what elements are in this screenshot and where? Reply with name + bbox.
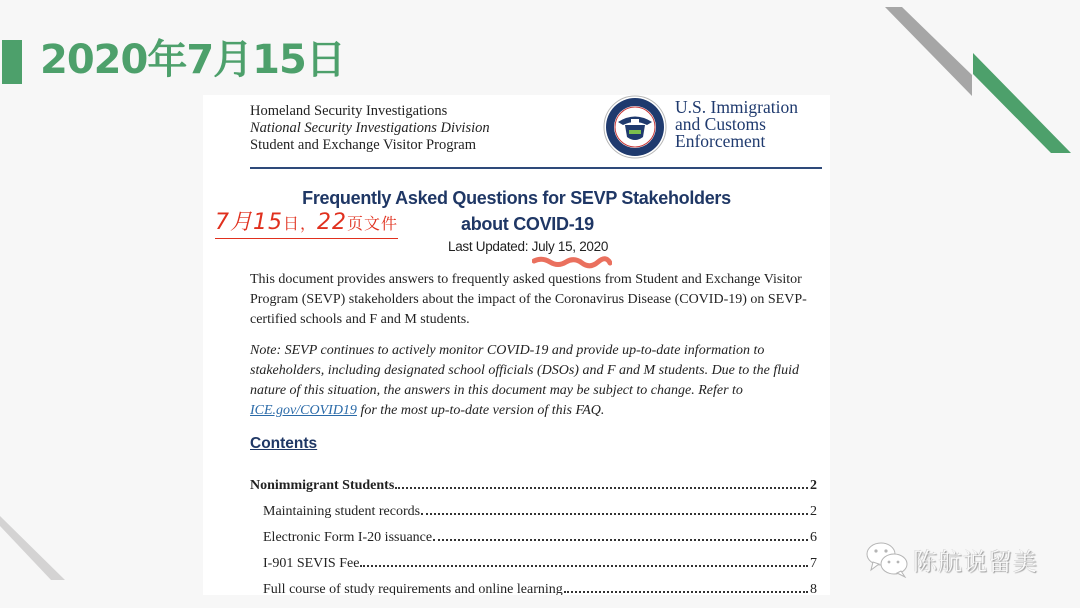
title-accent-bar [2, 40, 22, 84]
document-title: Frequently Asked Questions for SEVP Stakeholders [302, 188, 731, 208]
annotation-day: 日， [283, 214, 318, 233]
slide-title: 2020年7月15日 [40, 37, 345, 83]
wechat-icon [865, 540, 909, 578]
header-divider [250, 167, 822, 169]
intro-paragraph: This document provides answers to frequently asked questions from Student and Exchange Visitor Program (SEVP) stakeholders about the impact of the Coronavirus Disease (COVID-19) on SEVP-certified schools and F and M students. [250, 272, 807, 327]
toc-label: Electronic Form I-20 issuance [263, 530, 433, 545]
toc-entry[interactable] [250, 546, 817, 572]
toc-entry[interactable] [250, 468, 817, 494]
org-line: National Security Investigations Division [250, 120, 490, 136]
toc-leader [564, 591, 808, 593]
contents-heading: Contents [250, 435, 318, 452]
agency-line: and Customs [675, 114, 766, 134]
agency-line: U.S. Immigration [675, 97, 798, 117]
highlight-squiggle [532, 255, 612, 269]
decorative-stripe-light-gray [0, 500, 70, 580]
annotation-date: 7月15 [215, 210, 283, 235]
toc-page: 8 [810, 582, 817, 595]
document-page [203, 95, 830, 595]
agency-line: Enforcement [675, 131, 766, 151]
toc-leader [433, 539, 808, 541]
org-line: Homeland Security Investigations [250, 103, 448, 119]
toc-page: 2 [810, 478, 817, 493]
dhs-seal-icon [603, 95, 667, 159]
toc-label: Maintaining student records [263, 504, 421, 519]
note-tail: for the most up-to-date version of this FAQ. [356, 403, 605, 418]
toc-leader [421, 513, 808, 515]
toc-leader [360, 565, 808, 567]
note-paragraph [250, 341, 825, 421]
note-text: Note: SEVP continues to actively monitor COVID-19 and provide up-to-date information to stakeholders, including designated school officials (DSOs) and F and M students. Due to the fluid nature of this situation, the answers in this document may be subject to change. Refer to [250, 343, 800, 398]
handwritten-annotation [215, 210, 398, 239]
toc-page: 6 [810, 530, 817, 545]
toc-entry[interactable] [250, 494, 817, 520]
last-updated-value: July 15, 2020 [528, 239, 609, 254]
org-line: Student and Exchange Visitor Program [250, 137, 476, 153]
toc-label: Nonimmigrant Students [250, 478, 395, 493]
toc-label: I-901 SEVIS Fee [263, 556, 360, 571]
document-subtitle: about COVID-19 [461, 214, 594, 234]
last-updated [448, 239, 608, 254]
toc-entry[interactable] [250, 572, 817, 595]
watermark [865, 540, 1038, 578]
annotation-doc: 页文件 [347, 214, 399, 233]
ice-covid19-link[interactable]: ICE.gov/COVID19 [250, 403, 357, 418]
toc-page: 7 [810, 556, 817, 571]
toc-entry[interactable] [250, 520, 817, 546]
toc-page: 2 [810, 504, 817, 519]
table-of-contents [250, 468, 817, 595]
watermark-text: 陈航说留美 [913, 547, 1038, 576]
last-updated-label: Last Updated: [448, 239, 529, 254]
agency-name [675, 99, 798, 150]
toc-label: Full course of study requirements and online learning [263, 582, 563, 595]
org-header [250, 103, 490, 154]
toc-leader [395, 487, 808, 489]
decorative-stripe-green [965, 50, 1080, 160]
annotation-pages: 22 [317, 210, 348, 235]
